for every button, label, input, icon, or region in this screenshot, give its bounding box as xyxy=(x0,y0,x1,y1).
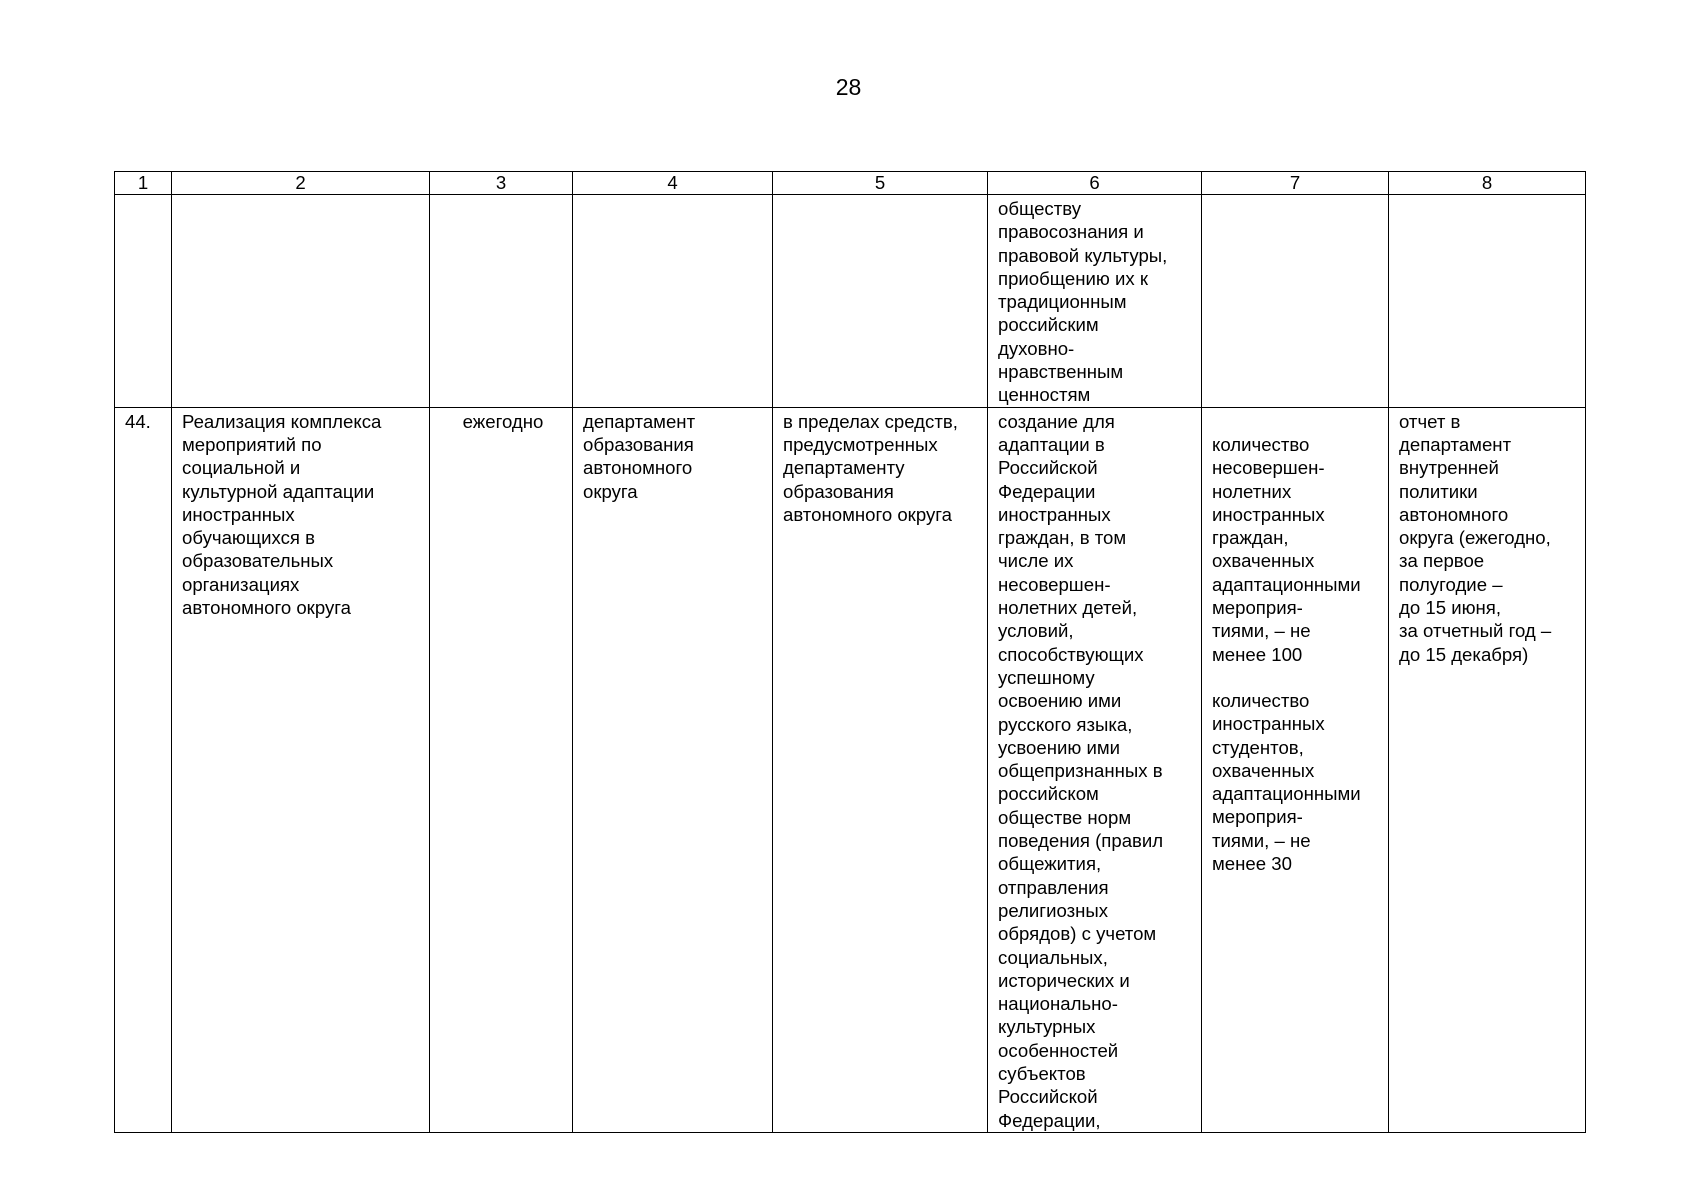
column-header: 1 xyxy=(115,172,172,195)
column-header: 5 xyxy=(773,172,988,195)
action-cell: Реализация комплекса мероприятий по социальной и культурной адаптации иностранных обучающихся в образовательных организациях автономного округа xyxy=(172,407,430,1132)
table-cell xyxy=(573,195,773,408)
executor-cell: департамент образования автономного округа xyxy=(573,407,773,1132)
table-header-row xyxy=(115,172,1586,195)
plan-table xyxy=(114,171,1586,1133)
column-header: 7 xyxy=(1202,172,1389,195)
column-header: 3 xyxy=(430,172,573,195)
page-number: 28 xyxy=(835,74,862,100)
row-number-cell: 44. xyxy=(115,407,172,1132)
column-header: 2 xyxy=(172,172,430,195)
funding-cell: в пределах средств, предусмотренных департаменту образования автономного округа xyxy=(773,407,988,1132)
table-cell xyxy=(773,195,988,408)
column-header: 8 xyxy=(1389,172,1586,195)
indicators-cell xyxy=(1202,407,1389,1132)
table-cell xyxy=(430,195,573,408)
report-cell: отчет в департамент внутренней политики автономного округа (ежегодно, за первое полугодие – до 15 июня, за отчетный год – до 15 декабря) xyxy=(1389,407,1586,1132)
continuation-result-cell: обществу правосознания и правовой культуры, приобщению их к традиционным российским духовно- нравственным ценностям xyxy=(988,195,1202,408)
indicator-1: количество несовершен- нолетних иностранных граждан, охваченных адаптационными мероприя- тиями, – не менее 100 xyxy=(1212,433,1361,665)
column-header: 6 xyxy=(988,172,1202,195)
column-header: 4 xyxy=(573,172,773,195)
period-cell: ежегодно xyxy=(430,407,573,1132)
table-cell xyxy=(172,195,430,408)
table-cell xyxy=(115,195,172,408)
table-cell xyxy=(1389,195,1586,408)
table-cell xyxy=(1202,195,1389,408)
table-row-continuation xyxy=(115,195,1586,408)
result-cell: создание для адаптации в Российской Федерации иностранных граждан, в том числе их несовершен- нолетних детей, условий, способствующих успешному освоению ими русского языка, усвоению ими общепризнанных в российском обществе норм поведения (правил общежития, отправления религиозных обрядов) с учетом социальных, исторических и национально- культурных особенностей субъектов Российской Федерации, xyxy=(988,407,1202,1132)
indicator-spacer xyxy=(1212,666,1382,689)
table-row-44 xyxy=(115,407,1586,1132)
indicator-2: количество иностранных студентов, охваченных адаптационными мероприя- тиями, – не менее 30 xyxy=(1212,689,1361,875)
